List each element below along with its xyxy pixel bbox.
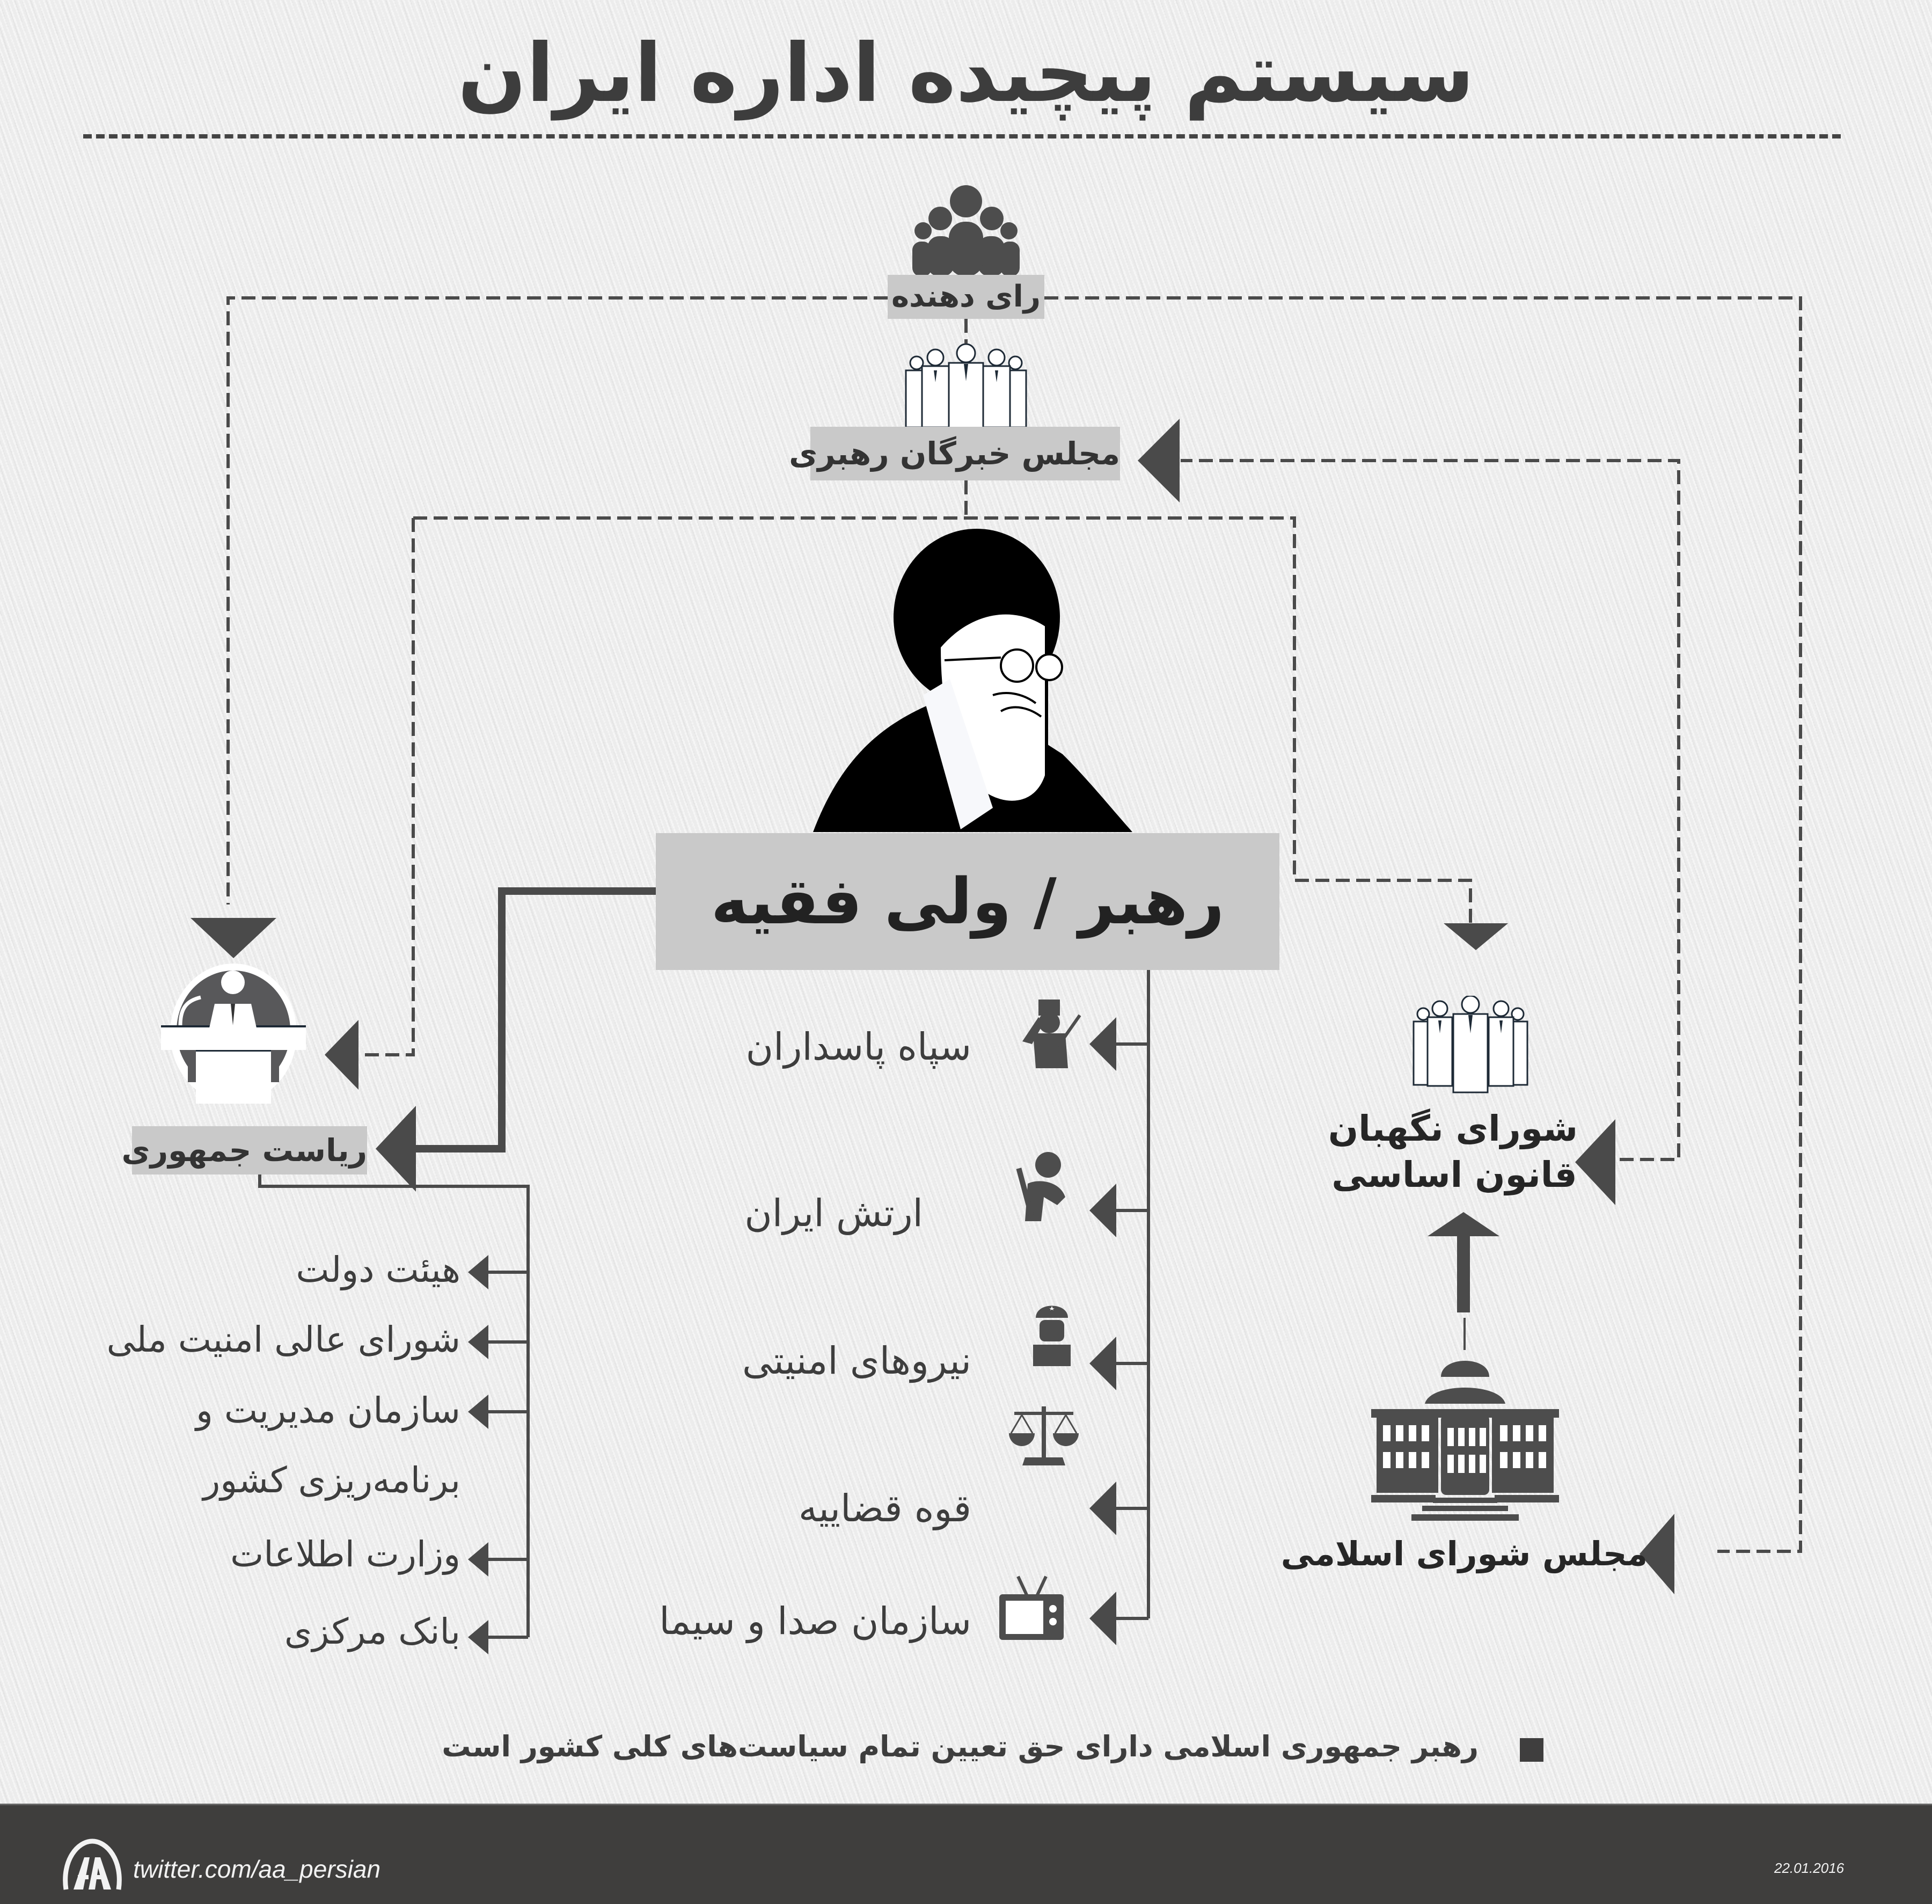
guardian-council-label — [1328, 1106, 1578, 1198]
voters-to-president-line — [228, 298, 888, 904]
arrow-left-presidency — [376, 1106, 416, 1192]
leader-to-president-solid-line — [408, 891, 656, 1149]
guardian-council-icon — [1411, 996, 1529, 1095]
arrow-left-guardian — [1575, 1119, 1615, 1205]
irgc-item — [1022, 998, 1081, 1070]
footnote-text: رهبر جمهوری اسلامی دارای حق تعیین تمام سیاست‌های کلی کشور است — [442, 1730, 1479, 1763]
page-title: سیستم پیچیده اداره ایران — [457, 27, 1475, 120]
judiciary-item — [1009, 1404, 1079, 1468]
arrow-up-guardian — [1428, 1212, 1499, 1236]
arrow-down-guardian — [1444, 923, 1508, 950]
leader-branch-judiciary: قوه قضاییه — [798, 1486, 971, 1530]
voters-crowd-icon — [907, 185, 1025, 276]
parliament-building-icon — [1371, 1318, 1559, 1522]
president-podium-icon — [161, 961, 306, 1111]
leader-branch-army: ارتش ایران — [744, 1191, 923, 1235]
assembly-of-experts-label: مجلس خبرگان رهبری — [810, 427, 1120, 480]
presidency-branch-planning-line2: برنامه‌ریزی کشور — [203, 1460, 460, 1501]
arrow-down-president — [191, 918, 276, 958]
leader-label: رهبر / ولی فقیه — [656, 833, 1279, 970]
voters-label: رای دهنده — [888, 275, 1044, 319]
broadcasting-item — [999, 1575, 1064, 1642]
arrow-left-president-icon — [325, 1020, 358, 1090]
presidency-branch-intelligence: وزارت اطلاعات — [230, 1534, 460, 1575]
footnote-bullet — [1520, 1738, 1543, 1762]
footer-date: 22.01.2016 — [1774, 1860, 1845, 1876]
leader-portrait-icon — [810, 529, 1132, 835]
presidency-branch-planning: سازمان مدیریت و — [195, 1390, 460, 1431]
leader-branch-irgc: سپاه پاسداران — [745, 1025, 971, 1069]
security-item — [1033, 1302, 1071, 1368]
presidency-label: ریاست جمهوری — [132, 1126, 367, 1175]
guardian-council-line2: قانون اساسی — [1331, 1154, 1577, 1195]
footer-twitter-link[interactable]: twitter.com/aa_persian — [133, 1855, 381, 1883]
leader-branch-security: نیروهای امنیتی — [742, 1339, 971, 1383]
television-icon — [999, 1575, 1064, 1640]
scales-of-justice-icon — [1009, 1404, 1079, 1465]
presidency-branch-snsc: شورای عالی امنیت ملی — [106, 1319, 460, 1360]
presidency-branch-cabinet: هیئت دولت — [296, 1249, 460, 1290]
footer-bar — [0, 1804, 1932, 1904]
arrow-left-experts — [1138, 419, 1180, 502]
presidency-branch-central-bank: بانک مرکزی — [284, 1611, 460, 1652]
soldier-with-rifle-icon — [1006, 1151, 1076, 1221]
assembly-of-experts-icon — [902, 344, 1030, 429]
title-divider — [83, 134, 1841, 138]
leader-branch-broadcasting: سازمان صدا و سیما — [659, 1599, 971, 1643]
aa-logo-icon — [62, 1839, 123, 1892]
saluting-soldier-icon — [1022, 998, 1081, 1068]
police-officer-icon — [1033, 1302, 1071, 1366]
army-item — [1006, 1151, 1076, 1223]
experts-to-president-line — [358, 518, 413, 1055]
guardian-council-line1: شورای نگهبان — [1328, 1108, 1578, 1149]
parliament-label: مجلس شورای اسلامی — [1280, 1534, 1648, 1573]
